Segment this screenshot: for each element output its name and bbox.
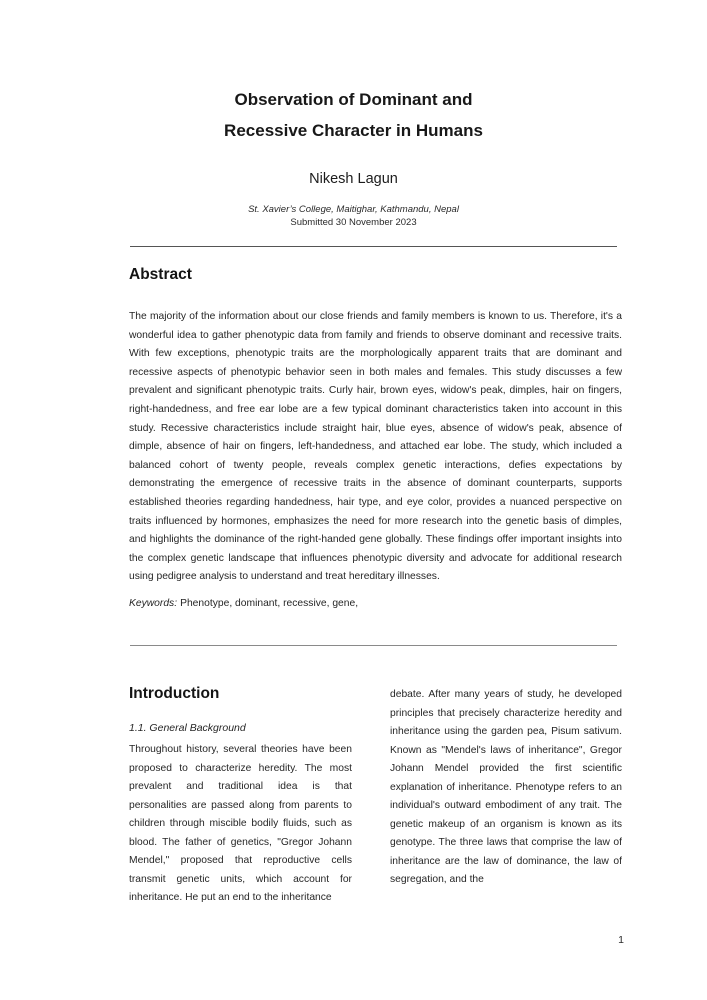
introduction-subheading: 1.1. General Background (129, 722, 246, 734)
abstract-heading: Abstract (129, 266, 192, 283)
author-name: Nikesh Lagun (309, 171, 398, 187)
page-number: 1 (618, 934, 624, 946)
abstract-section (129, 266, 622, 609)
keywords-line (129, 598, 622, 609)
paper-title-line1: Observation of Dominant and (234, 90, 473, 109)
intro-column-right (390, 684, 622, 908)
divider-bottom (130, 645, 617, 646)
introduction-heading: Introduction (129, 685, 220, 702)
keywords-text: Phenotype, dominant, recessive, gene, (180, 597, 359, 609)
keywords-label: Keywords: (129, 597, 178, 609)
title-block (0, 84, 707, 229)
introduction-section (129, 684, 622, 908)
intro-paragraph-left: Throughout history, several theories have been proposed to characterize heredity. The most prevalent and traditional idea is that personalities are passed along from parents to children through miscible bodily fluids, such as blood. The father of genetics, "Gregor Johann Mendel," proposed that reproductive cells transmit genetic units, which account for inheritance. He put an end to the inheritance (129, 744, 352, 903)
intro-column-left (129, 684, 352, 908)
author-affiliation: St. Xavier’s College, Maitighar, Kathmandu, Nepal (248, 204, 459, 215)
abstract-paragraph: The majority of the information about our close friends and family members is known to us. Therefore, it's a wonderful idea to gather phenotypic data from family and friends to observe dominant and recessive traits. With few exceptions, phenotypic traits are the morphologically apparent traits that are dominant and recessive aspects of phenotypic behavior seen in both males and females. This study discusses a few prevalent and significant phenotypic traits. Curly hair, brown eyes, widow's peak, dimples, hair on fingers, right-handedness, and free ear lobe are a few typical dominant characteristics taken into account in this study. Recessive characteristics include straight hair, blue eyes, absence of widow's peak, absence of dimple, absence of hair on fingers, left-handedness, and attached ear lobe. The study, which included a balanced cohort of twenty people, reveals complex genetic interactions, defies expectations by demonstrating the emergence of recessive traits in the absence of dominant counterparts, supports established theories regarding handedness, hair type, and eye color, provides a nuanced perspective on traits influenced by hormones, emphasizes the need for more research into the genetic basis of dimples, and highlights the dominance of the right-handed gene globally. These findings offer important insights into the complex genetic landscape that influences phenotypic diversity and advocate for additional research using pedigree analysis to understand and treat hereditary illnesses. (129, 311, 622, 583)
submission-date: Submitted 30 November 2023 (290, 217, 417, 228)
paper-title-line2: Recessive Character in Humans (224, 121, 483, 140)
intro-paragraph-right: debate. After many years of study, he developed principles that precisely characterize heredity and inheritance using the garden pea, Pisum sativum. Known as "Mendel's laws of inheritance", Gregor Johann Mendel provided the first scientific explanation of inheritance. Phenotype refers to an individual's outward embodiment of any trait. The genetic makeup of an organism is known as its genotype. The three laws that comprise the law of inheritance are the law of dominance, the law of segregation, and the (390, 689, 622, 885)
divider-top (130, 246, 617, 247)
